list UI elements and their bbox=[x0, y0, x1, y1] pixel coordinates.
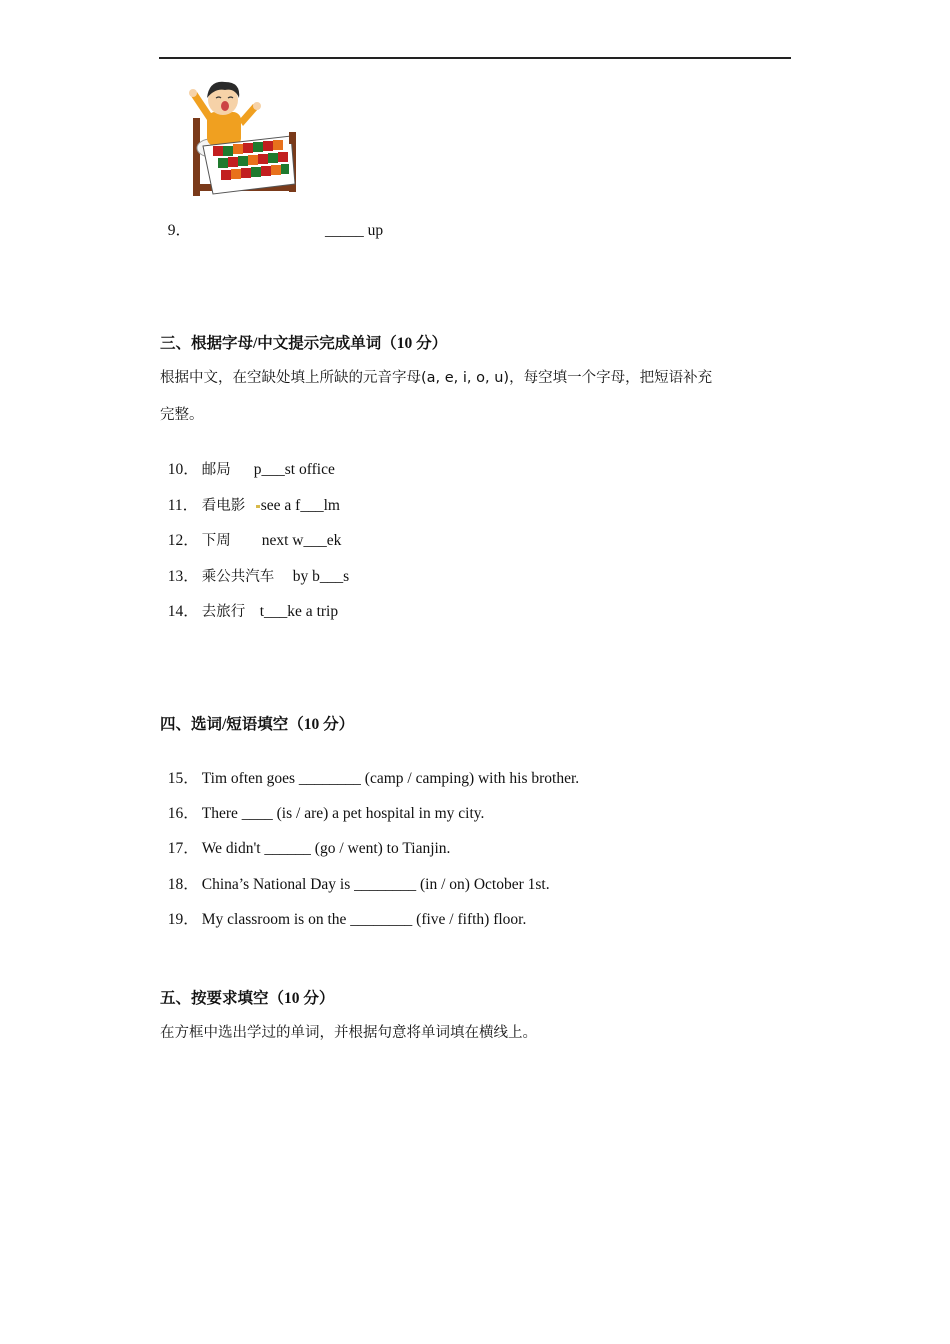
header-rule bbox=[159, 57, 791, 59]
question-13 bbox=[160, 547, 349, 587]
word-blank: by b___s bbox=[292, 568, 350, 585]
word-blank: next w___ek bbox=[261, 532, 342, 549]
question-14 bbox=[160, 582, 338, 622]
question-number: 14． bbox=[167, 603, 199, 620]
question-text: Tim often goes ________ (camp / camping) with his brother. bbox=[201, 770, 580, 787]
question-18 bbox=[160, 855, 550, 895]
question-number: 13． bbox=[167, 568, 199, 585]
chinese-hint: 去旅行 bbox=[201, 604, 246, 620]
question-15 bbox=[160, 749, 579, 789]
question-10 bbox=[160, 440, 335, 480]
section-3-instruction: 根据中文，在空缺处填上所缺的元音字母(a, e, i, o, u)，每空填一个字母，把短语补充 bbox=[160, 370, 713, 386]
question-number: 17． bbox=[167, 840, 199, 857]
question-number: 10． bbox=[167, 461, 199, 478]
chinese-hint: 邮局 bbox=[201, 462, 231, 478]
question-text: My classroom is on the ________ (five / fifth) floor. bbox=[201, 911, 527, 928]
chinese-hint: 下周 bbox=[201, 533, 231, 549]
question-11 bbox=[160, 476, 340, 516]
question-text: _____ up bbox=[325, 222, 384, 239]
section-5-heading: 五、按要求填空（10 分） bbox=[160, 990, 335, 1007]
question-16 bbox=[160, 784, 484, 824]
question-number: 15． bbox=[167, 770, 199, 787]
question-12 bbox=[160, 511, 341, 551]
question-text: We didn't ______ (go / went) to Tianjin. bbox=[201, 840, 451, 857]
boy-waking-up-illustration bbox=[183, 76, 305, 208]
section-4-heading: 四、选词/短语填空（10 分） bbox=[160, 716, 355, 733]
question-number: 12． bbox=[167, 532, 199, 549]
word-blank: t___ke a trip bbox=[259, 603, 339, 620]
chinese-hint: 看电影 bbox=[201, 498, 246, 514]
question-text: China’s National Day is ________ (in / on) October 1st. bbox=[201, 876, 550, 893]
question-number: 19． bbox=[167, 911, 199, 928]
mark-dot bbox=[256, 505, 260, 508]
question-17 bbox=[160, 819, 450, 859]
question-text: There ____ (is / are) a pet hospital in my city. bbox=[201, 805, 485, 822]
section-3-heading: 三、根据字母/中文提示完成单词（10 分） bbox=[160, 335, 448, 352]
question-number: 18． bbox=[167, 876, 199, 893]
question-19 bbox=[160, 890, 526, 930]
question-number: 11． bbox=[167, 497, 199, 514]
chinese-hint: 乘公共汽车 bbox=[201, 569, 275, 585]
question-number: 9． bbox=[167, 222, 192, 239]
section-5-instruction: 在方框中选出学过的单词，并根据句意将单词填在横线上。 bbox=[160, 1025, 537, 1041]
section-3-instruction-cont: 完整。 bbox=[160, 407, 204, 423]
word-blank: see a f___lm bbox=[260, 497, 340, 514]
question-9 bbox=[160, 201, 383, 241]
question-number: 16． bbox=[167, 805, 199, 822]
word-blank: p___st office bbox=[253, 461, 335, 478]
